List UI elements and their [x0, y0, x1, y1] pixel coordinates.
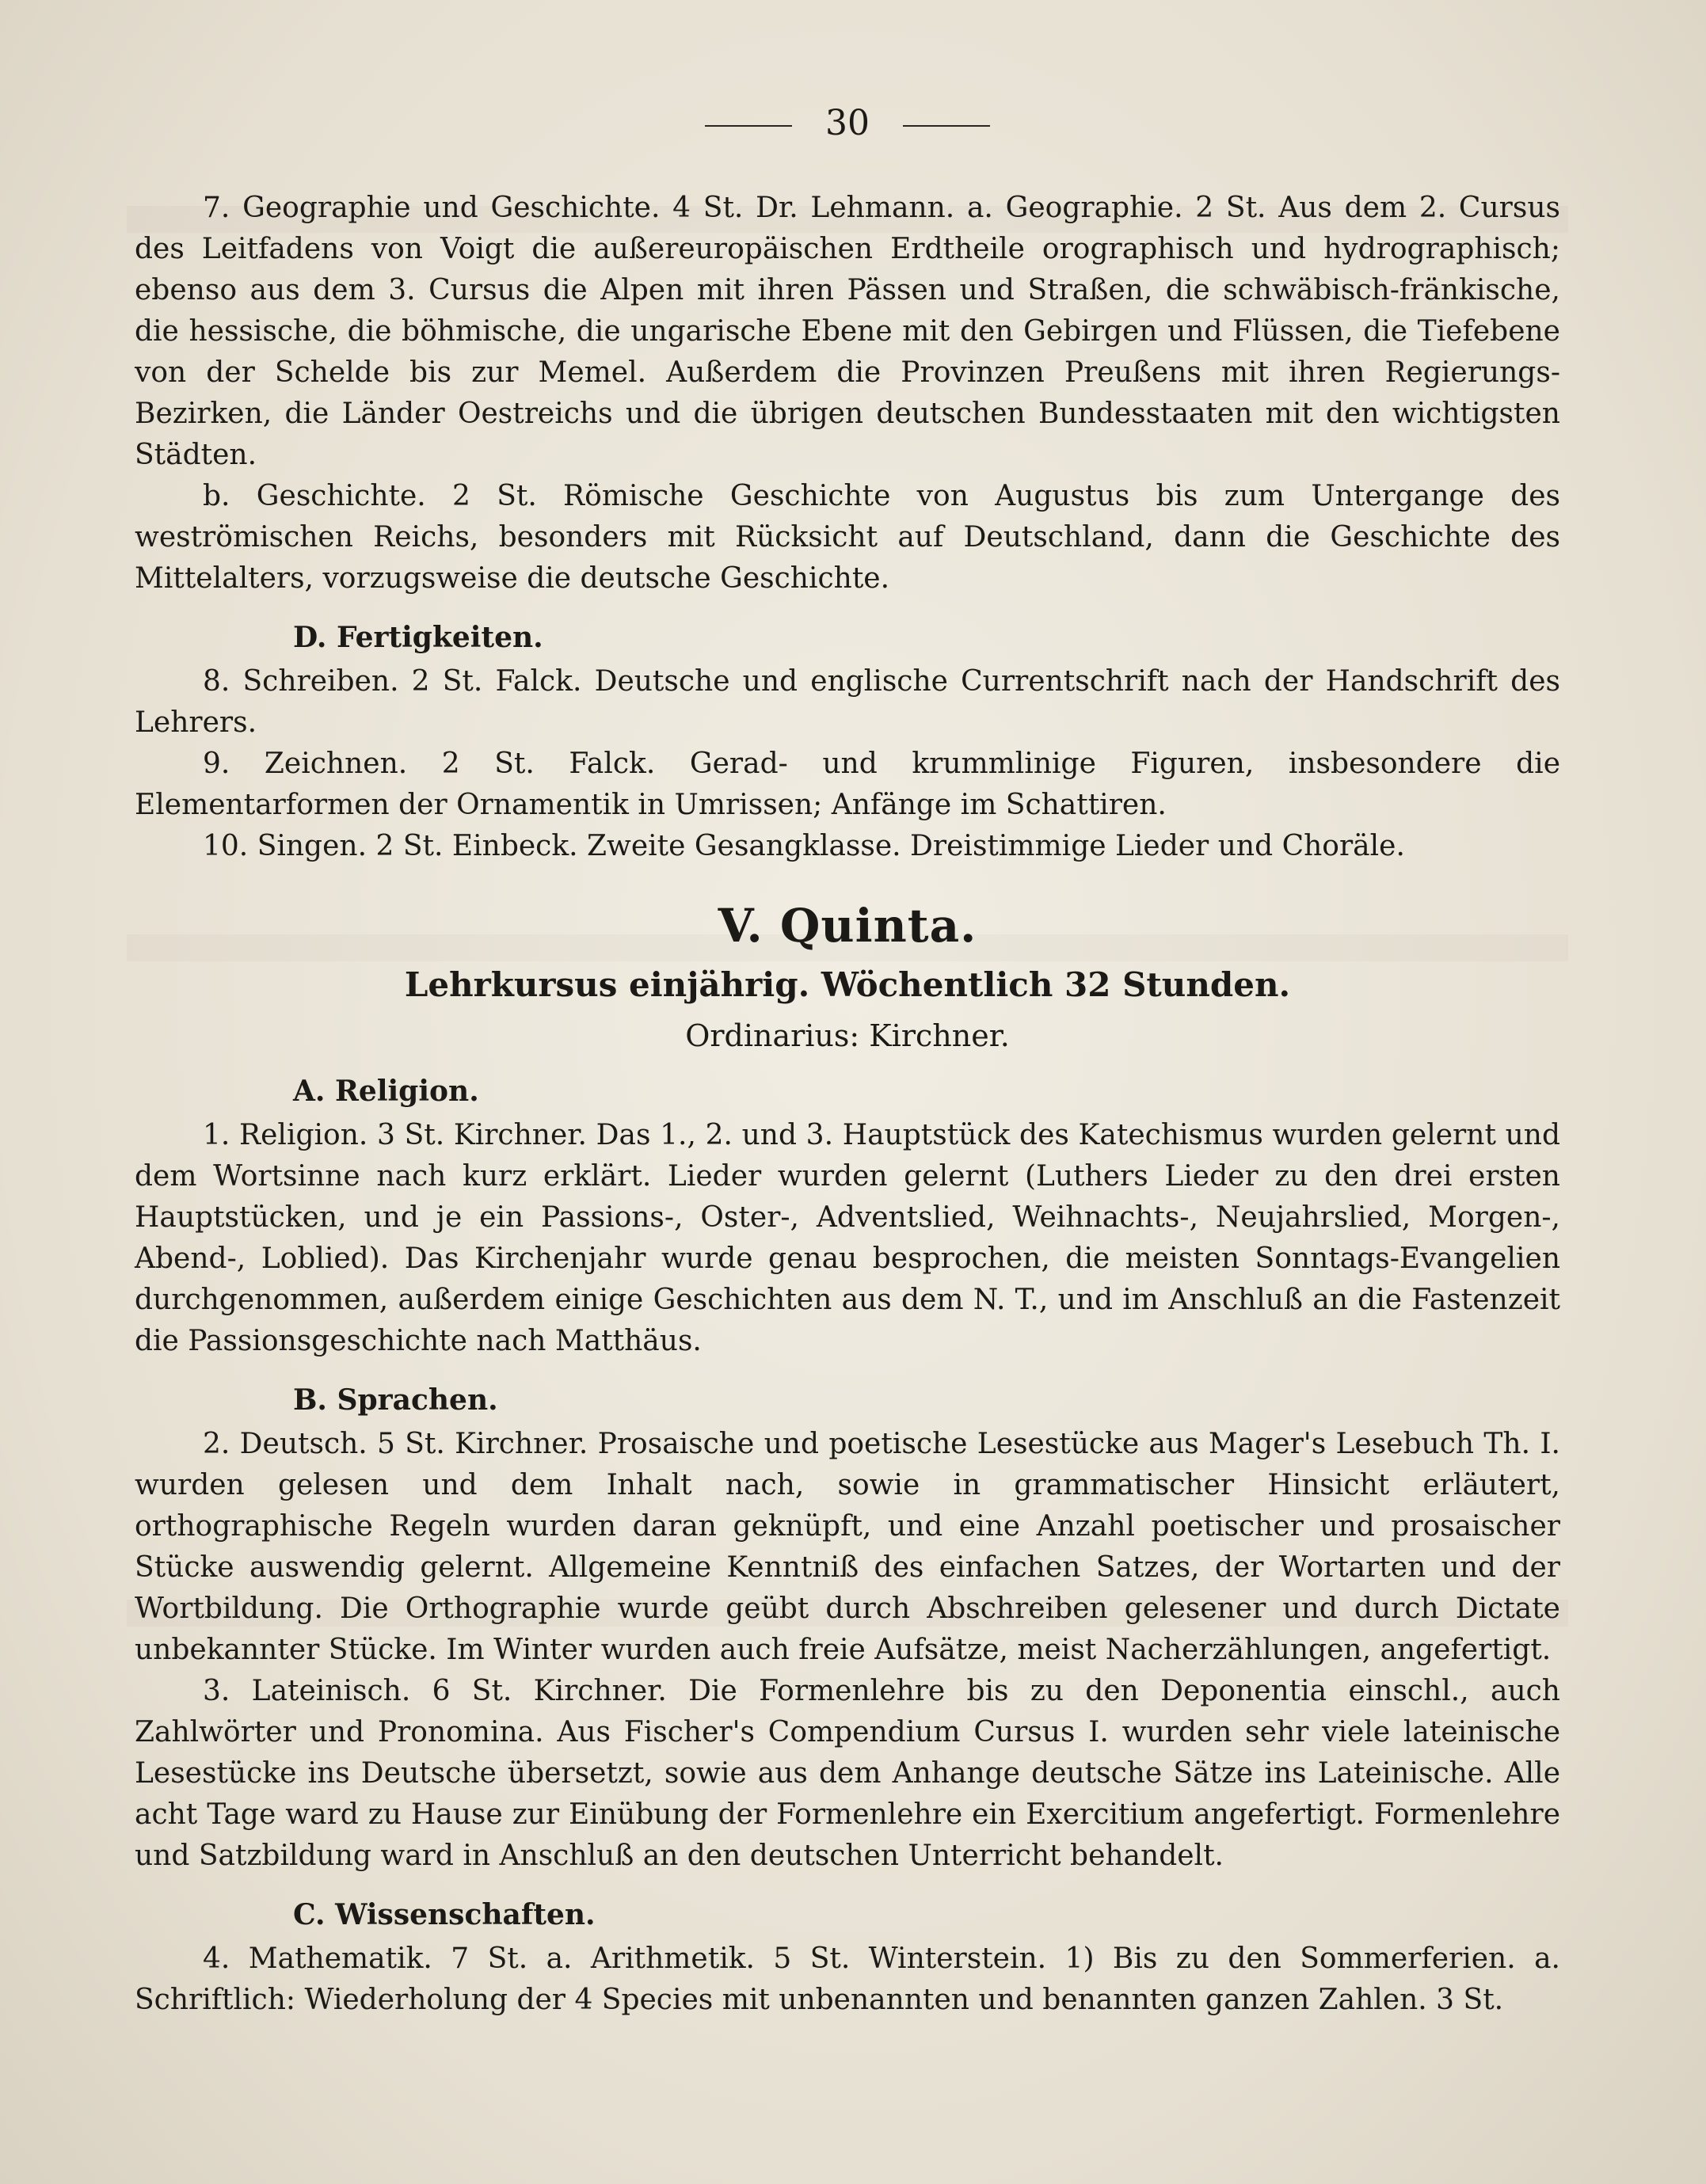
ordinarius-line: Ordinarius: Kirchner. — [685, 1018, 1010, 1053]
paragraph-religion: 1. Religion. 3 St. Kirchner. Das 1., 2. und 3. Hauptstück des Katechismus wurden gelernt und dem Wortsinne nach kurz erklärt. Lieder wurden gelernt (Luthers Lieder zu den drei ersten Hauptstücken, und je ein Passions-, Oster-, Adventslied, Weihnachts-, Neujahrslied, Morgen-, Abend-, Loblied). Das Kirchenjahr wurde genau besprochen, die meisten Sonntags-Evangelien durchgenommen, außerdem einige Geschichten aus dem N. T., und im Anschluß an die Fastenzeit die Passionsgeschichte nach Matthäus. — [135, 1119, 1560, 1357]
paragraph-singen: 10. Singen. 2 St. Einbeck. Zweite Gesangklasse. Dreistimmige Lieder und Choräle. — [203, 830, 1405, 862]
page-header — [135, 103, 1560, 143]
paragraph-zeichnen: 9. Zeichnen. 2 St. Falck. Gerad- und krummlinige Figuren, insbesondere die Elementarformen der Ornamentik in Umrissen; Anfänge im Schattiren. — [135, 748, 1560, 821]
page-number: 30 — [825, 103, 870, 143]
class-subtitle: Lehrkursus einjährig. Wöchentlich 32 Stunden. — [404, 965, 1291, 1004]
paragraph-deutsch: 2. Deutsch. 5 St. Kirchner. Prosaische und poetische Lesestücke aus Mager's Lesebuch Th. I. wurden gelesen und dem Inhalt nach, sowie in grammatischer Hinsicht erläutert, orthographische Regeln wurden daran geknüpft, und eine Anzahl poetischer und prosaischer Stücke auswendig gelernt. Allgemeine Kenntniß des einfachen Satzes, der Wortarten und der Wortbildung. Die Orthographie wurde geübt durch Abschreiben gelesener und durch Dictate unbekannter Stücke. Im Winter wurden auch freie Aufsätze, meist Nacherzählungen, angefertigt. — [135, 1428, 1560, 1666]
paragraph-geographie: 7. Geographie und Geschichte. 4 St. Dr. Lehmann. a. Geographie. 2 St. Aus dem 2. Cursus des Leitfadens von Voigt die außereuropäischen Erdtheile orographisch und hydrographisch; ebenso aus dem 3. Cursus die Alpen mit ihren Pässen und Straßen, die schwäbisch-fränkische, die hessische, die böhmische, die ungarische Ebene mit den Gebirgen und Flüssen, die Tiefebene von der Schelde bis zur Memel. Außerdem die Provinzen Preußens mit ihren Regierungs-Bezirken, die Länder Oestreichs und die übrigen deutschen Bundesstaaten mit den wichtigsten Städten. — [135, 192, 1560, 471]
section-heading-sprachen: B. Sprachen. — [293, 1383, 498, 1417]
section-heading-religion: A. Religion. — [293, 1075, 479, 1108]
section-heading-fertigkeiten: D. Fertigkeiten. — [293, 621, 543, 654]
section-heading-wissenschaften: C. Wissenschaften. — [293, 1898, 596, 1931]
header-rule-right — [903, 125, 990, 127]
paragraph-geschichte: b. Geschichte. 2 St. Römische Geschichte von Augustus bis zum Untergange des weströmischen Reichs, besonders mit Rücksicht auf Deutschland, dann die Geschichte des Mittelalters, vorzugsweise die deutsche Geschichte. — [135, 480, 1560, 595]
class-title: V. Quinta. — [718, 899, 977, 953]
header-rule-left — [705, 125, 792, 127]
paragraph-mathematik: 4. Mathematik. 7 St. a. Arithmetik. 5 St. Winterstein. 1) Bis zu den Sommerferien. a. Schriftlich: Wiederholung der 4 Species mit unbenannten und benannten ganzen Zahlen. 3 St. — [135, 1942, 1560, 2016]
paragraph-schreiben: 8. Schreiben. 2 St. Falck. Deutsche und englische Currentschrift nach der Handschrift des Lehrers. — [135, 665, 1560, 739]
page-content — [135, 103, 1560, 2021]
paragraph-lateinisch: 3. Lateinisch. 6 St. Kirchner. Die Formenlehre bis zu den Deponentia einschl., auch Zahlwörter und Pronomina. Aus Fischer's Compendium Cursus I. wurden sehr viele lateinische Lesestücke ins Deutsche übersetzt, sowie aus dem Anhange deutsche Sätze ins Lateinische. Alle acht Tage ward zu Hause zur Einübung der Formenlehre ein Exercitium angefertigt. Formenlehre und Satzbildung ward in Anschluß an den deutschen Unterricht behandelt. — [135, 1675, 1560, 1872]
